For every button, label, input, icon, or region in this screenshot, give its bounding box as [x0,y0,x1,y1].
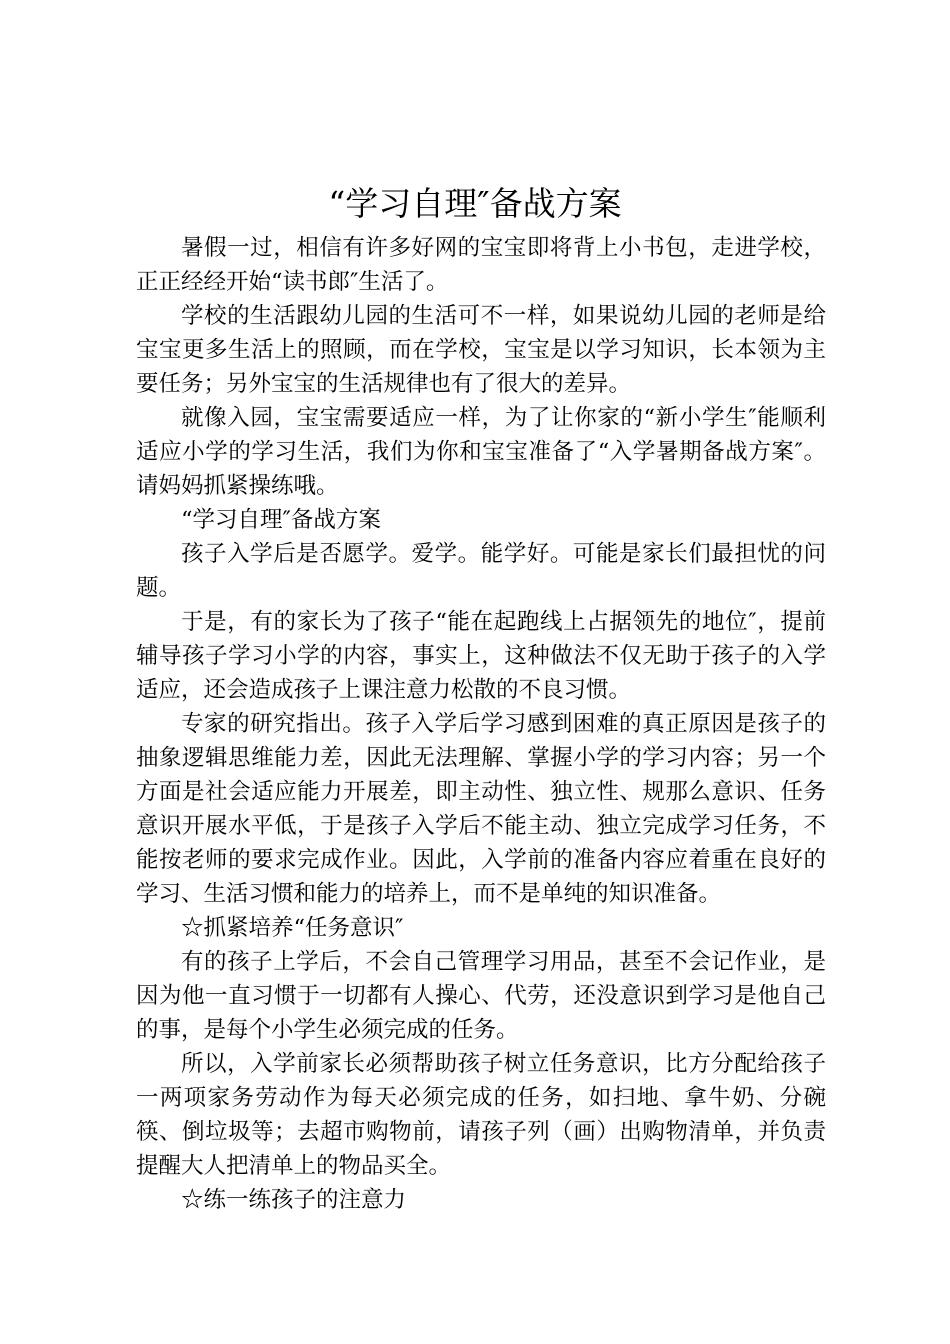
document-body [136,231,826,1217]
document-title: “学习自理″备战方案 [328,184,622,223]
section-heading-task-awareness: ☆抓紧培养“任务意识″ [181,915,404,941]
paragraph-school-life: 学校的生活跟幼儿园的生活可不一样，如果说幼儿园的老师是给宝宝更多生活上的照顾，而在学校，宝宝是以学习知识，长本领为主要任务；另外宝宝的生活规律也有了很大的差异。 [136,303,826,397]
paragraph-adapt: 就像入园，宝宝需要适应一样，为了让你家的“新小学生″能顺利适应小学的学习生活，我们为你和宝宝准备了“入学暑期备战方案″。请妈妈抓紧操练哦。 [136,405,826,499]
paragraph-worry: 孩子入学后是否愿学。爱学。能学好。可能是家长们最担忧的问题。 [136,541,826,601]
section-heading-plan: “学习自理″备战方案 [181,507,381,533]
paragraph-intro: 暑假一过，相信有许多好网的宝宝即将背上小书包，走进学校，正正经经开始“读书郎″生活了。 [136,235,826,295]
paragraph-task-advice: 所以，入学前家长必须帮助孩子树立任务意识，比方分配给孩子一两项家务劳动作为每天必须完成的任务，如扫地、拿牛奶、分碗筷、倒垃圾等；去超市购物前，请孩子列（画）出购物清单，并负责提醒大人把清单上的物品买全。 [136,1051,826,1179]
paragraph-early-tutoring: 于是，有的家长为了孩子“能在起跑线上占据领先的地位″，提前辅导孩子学习小学的内容，事实上，这种做法不仅无助于孩子的入学适应，还会造成孩子上课注意力松散的不良习惯。 [136,609,826,703]
section-heading-attention: ☆练一练孩子的注意力 [181,1187,407,1213]
paragraph-expert-research: 专家的研究指出。孩子入学后学习感到困难的真正原因是孩子的抽象逻辑思维能力差，因此无法理解、掌握小学的学习内容；另一个方面是社会适应能力开展差，即主动性、独立性、规那么意识、任务意识开展水平低，于是孩子入学后不能主动、独立完成学习任务，不能按老师的要求完成作业。因此，入学前的准备内容应着重在良好的学习、生活习惯和能力的培养上，而不是单纯的知识准备。 [136,711,826,907]
paragraph-task-problem: 有的孩子上学后，不会自己管理学习用品，甚至不会记作业，是因为他一直习惯于一切都有人操心、代劳，还没意识到学习是他自己的事，是每个小学生必须完成的任务。 [136,949,826,1043]
